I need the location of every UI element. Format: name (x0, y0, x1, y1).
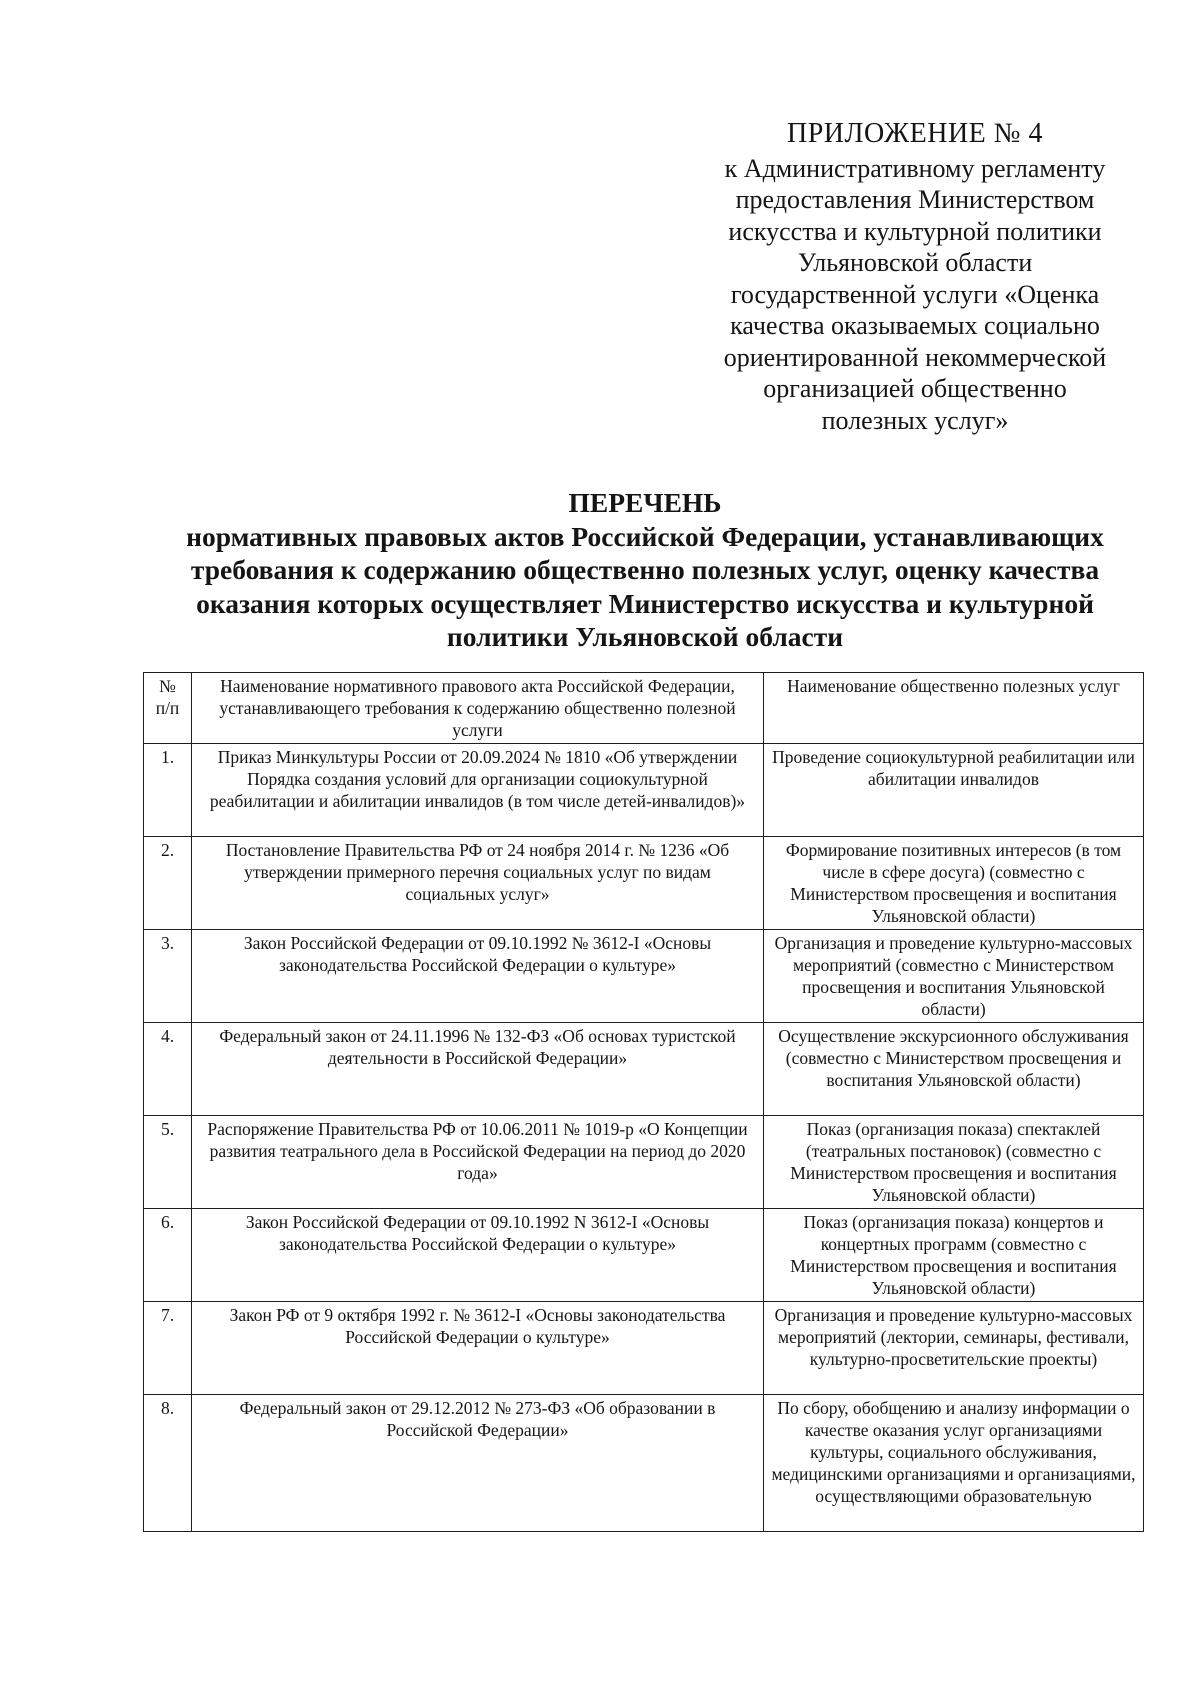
table-row (144, 837, 1144, 930)
table-row (144, 1209, 1144, 1302)
row-act: Закон РФ от 9 октября 1992 г. № 3612-I «Основы законодательства Российской Федерации о культуре» (192, 1302, 764, 1395)
row-act: Постановление Правительства РФ от 24 ноября 2014 г. № 1236 «Об утверждении примерного перечня социальных услуг по видам социальных услуг» (192, 837, 764, 930)
appendix-line: Ульяновской области (797, 248, 1033, 277)
appendix-title: ПРИЛОЖЕНИЕ № 4 (787, 118, 1043, 149)
header-act-name: Наименование нормативного правового акта Российской Федерации, устанавливающего требования к содержанию общественно полезной услуги (192, 673, 764, 744)
row-act: Закон Российской Федерации от 09.10.1992 № 3612-I «Основы законодательства Российской Федерации о культуре» (192, 930, 764, 1023)
heading-line: требования к содержанию общественно полезных услуг, оценку качества (190, 554, 1100, 585)
table-row (144, 744, 1144, 837)
row-number: 4. (144, 1023, 192, 1116)
row-service: Осуществление экскурсионного обслуживания (совместно с Министерством просвещения и воспитания Ульяновской области) (764, 1023, 1144, 1116)
appendix-line: предоставления Министерством (735, 185, 1095, 214)
table-row (144, 930, 1144, 1023)
appendix-block (680, 118, 1150, 436)
table-row (144, 1302, 1144, 1395)
row-act: Федеральный закон от 29.12.2012 № 273-ФЗ «Об образовании в Российской Федерации» (192, 1395, 764, 1532)
row-number: 8. (144, 1395, 192, 1532)
table-header-row (144, 673, 1144, 744)
appendix-line: ориентированной некоммерческой (723, 342, 1107, 372)
appendix-line: организацией общественно (763, 374, 1067, 403)
row-service: Организация и проведение культурно-массовых мероприятий (совместно с Министерством просвещения и воспитания Ульяновской области) (764, 930, 1144, 1023)
appendix-line: искусства и культурной политики (728, 216, 1102, 246)
row-service: По сбору, обобщению и анализу информации о качестве оказания услуг организациями культуры, социального обслуживания, медицинскими организациями и организациями, осуществляющими образовательную (764, 1395, 1144, 1532)
row-number: 3. (144, 930, 192, 1023)
appendix-line: к Административному регламенту (724, 153, 1106, 183)
row-number: 5. (144, 1116, 192, 1209)
row-act: Приказ Минкультуры России от 20.09.2024 № 1810 «Об утверждении Порядка создания условий для организации социокультурной реабилитации и абилитации инвалидов (в том числе детей-инвалидов)» (192, 744, 764, 837)
appendix-line: государственной услуги «Оценка (730, 279, 1100, 309)
table-row (144, 1395, 1144, 1532)
appendix-line: полезных услуг» (821, 405, 1009, 435)
table-row (144, 1023, 1144, 1116)
heading-line: политики Ульяновской области (446, 621, 844, 652)
heading-line: нормативных правовых актов Российской Федерации, устанавливающих (186, 520, 1104, 552)
row-service: Показ (организация показа) концертов и концертных программ (совместно с Министерством просвещения и воспитания Ульяновской области) (764, 1209, 1144, 1302)
row-number: 2. (144, 837, 192, 930)
row-act: Закон Российской Федерации от 09.10.1992 N 3612-I «Основы законодательства Российской Федерации о культуре» (192, 1209, 764, 1302)
row-number: 6. (144, 1209, 192, 1302)
heading-title: ПЕРЕЧЕНЬ (568, 487, 722, 518)
document-heading (150, 486, 1140, 654)
row-number: 1. (144, 744, 192, 837)
table-row (144, 1116, 1144, 1209)
appendix-line: качества оказываемых социально (730, 311, 1100, 340)
acts-table (143, 672, 1144, 1532)
row-act: Распоряжение Правительства РФ от 10.06.2011 № 1019-р «О Концепции развития театрального дела в Российской Федерации на период до 2020 года» (192, 1116, 764, 1209)
row-service: Показ (организация показа) спектаклей (театральных постановок) (совместно с Министерством просвещения и воспитания Ульяновской области) (764, 1116, 1144, 1209)
heading-line: оказания которых осуществляет Министерство искусства и культурной (196, 587, 1094, 619)
row-number: 7. (144, 1302, 192, 1395)
header-service-name: Наименование общественно полезных услуг (764, 673, 1144, 744)
row-service: Формирование позитивных интересов (в том числе в сфере досуга) (совместно с Министерством просвещения и воспитания Ульяновской области) (764, 837, 1144, 930)
header-number: № п/п (144, 673, 192, 744)
row-act: Федеральный закон от 24.11.1996 № 132-ФЗ «Об основах туристской деятельности в Российской Федерации» (192, 1023, 764, 1116)
row-service: Организация и проведение культурно-массовых мероприятий (лектории, семинары, фестивали, культурно-просветительские проекты) (764, 1302, 1144, 1395)
row-service: Проведение социокультурной реабилитации или абилитации инвалидов (764, 744, 1144, 837)
